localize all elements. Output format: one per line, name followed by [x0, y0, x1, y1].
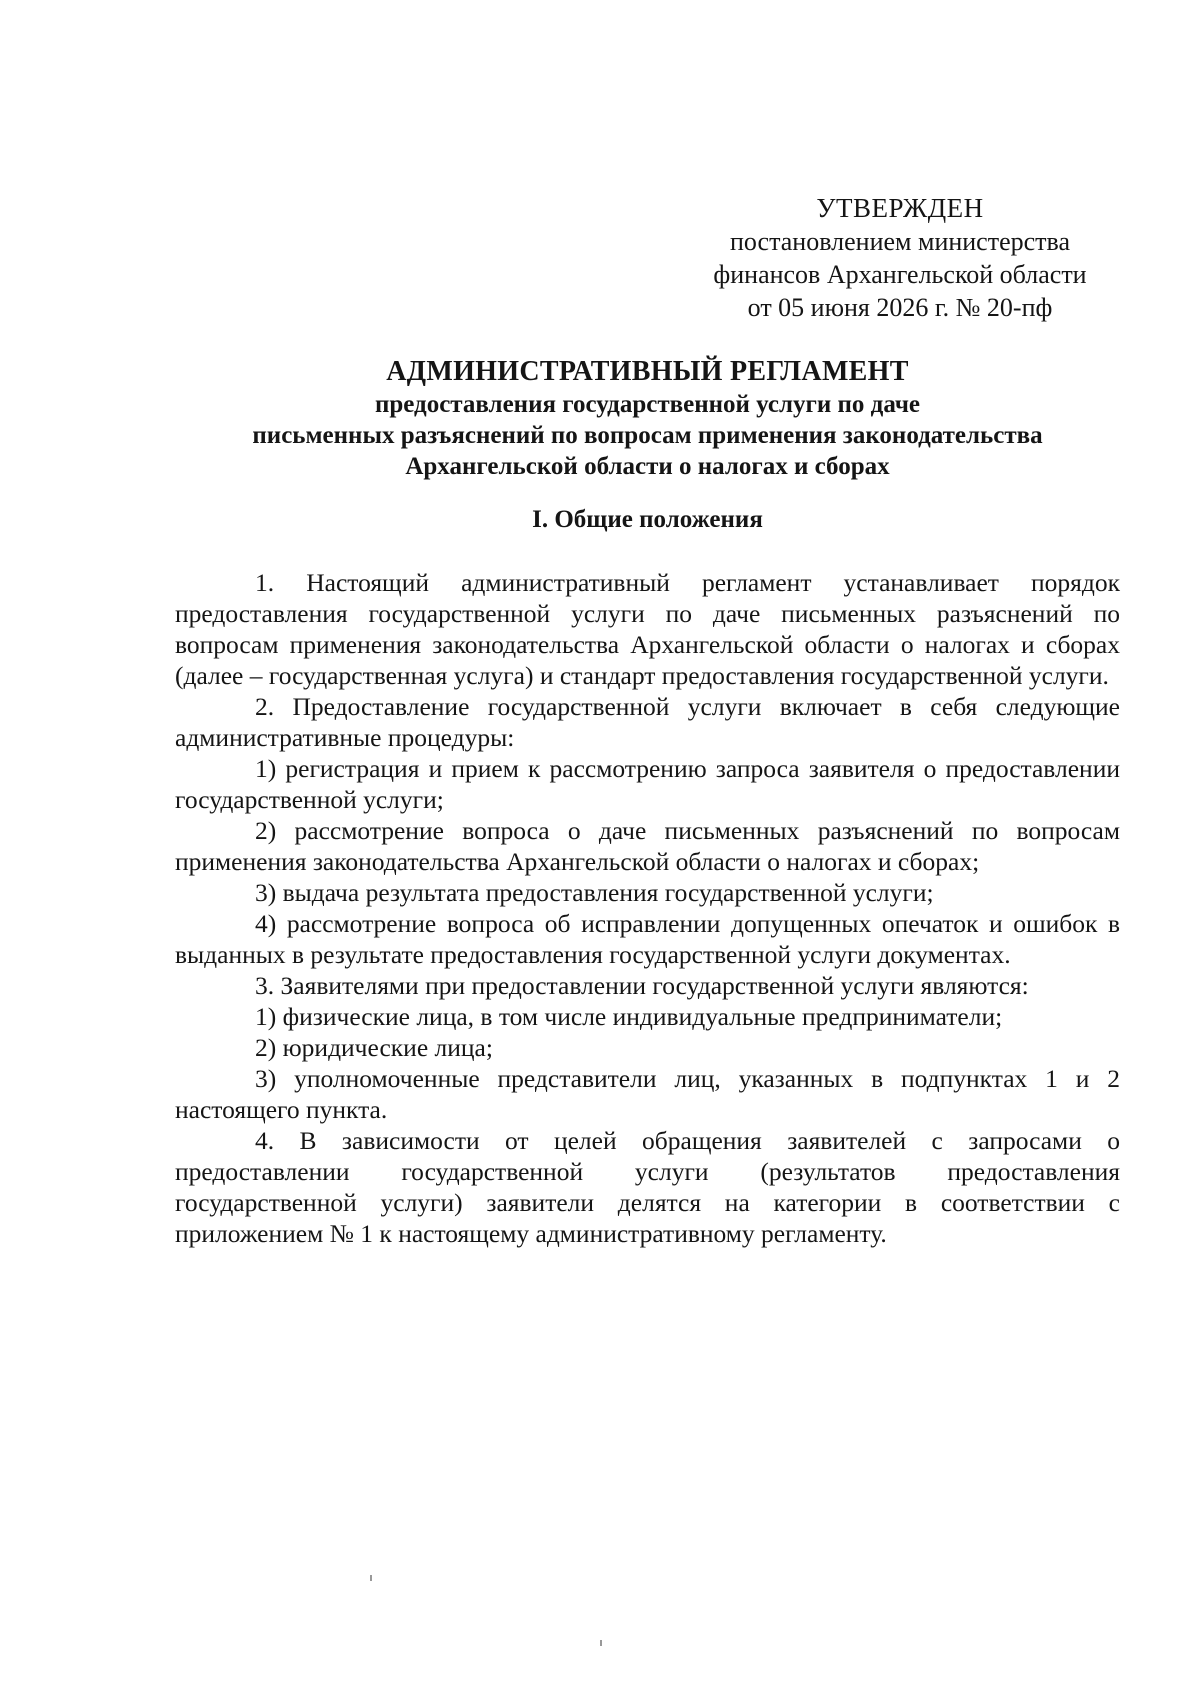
approval-line-2: финансов Архангельской области: [713, 260, 1087, 289]
scan-speck: [600, 1640, 602, 1646]
section-title: I. Общие положения: [532, 506, 763, 533]
approval-stamp: [680, 192, 1120, 324]
title-sub-line-2: письменных разъяснений по вопросам применения законодательства: [252, 422, 1043, 449]
paragraph: 4) рассмотрение вопроса об исправлении допущенных опечаток и ошибок в выданных в результате предоставления государственной услуги документах.: [175, 909, 1120, 969]
title-sub-line-3: Архангельской области о налогах и сборах: [405, 453, 890, 480]
document-title: [175, 355, 1120, 482]
paragraph: 3. Заявителями при предоставлении государственной услуги являются:: [255, 971, 1029, 1000]
paragraph: 4. В зависимости от целей обращения заявителей с запросами о предоставлении государственной услуги (результатов предоставления государственной услуги) заявители делятся на категории в соответствии с приложением № 1 к настоящему административному регламенту.: [175, 1126, 1120, 1248]
paragraph: 1. Настоящий административный регламент устанавливает порядок предоставления государственной услуги по даче письменных разъяснений по вопросам применения законодательства Архангельской области о налогах и сборах (далее – государственная услуга) и стандарт предоставления государственной услуги.: [175, 568, 1120, 690]
paragraph: 3) уполномоченные представители лиц, указанных в подпунктах 1 и 2 настоящего пункта.: [175, 1064, 1120, 1124]
approval-heading: УТВЕРЖДЕН: [816, 193, 984, 223]
paragraph: 2) рассмотрение вопроса о даче письменных разъяснений по вопросам применения законодательства Архангельской области о налогах и сборах;: [175, 816, 1120, 876]
paragraph: 3) выдача результата предоставления государственной услуги;: [255, 878, 934, 907]
paragraph: 1) физические лица, в том числе индивидуальные предприниматели;: [255, 1002, 1003, 1031]
title-main: АДМИНИСТРАТИВНЫЙ РЕГЛАМЕНТ: [386, 356, 909, 387]
approval-line-3: от 05 июня 2026 г. № 20-пф: [747, 293, 1053, 322]
approval-line-1: постановлением министерства: [729, 227, 1071, 256]
paragraph: 1) регистрация и прием к рассмотрению запроса заявителя о предоставлении государственной услуги;: [175, 754, 1120, 814]
body-text: [175, 567, 1120, 1249]
title-sub-line-1: предоставления государственной услуги по даче: [374, 391, 921, 418]
paragraph: 2. Предоставление государственной услуги включает в себя следующие административные процедуры:: [175, 692, 1120, 752]
scan-speck: [370, 1575, 372, 1581]
paragraph: 2) юридические лица;: [255, 1033, 493, 1062]
